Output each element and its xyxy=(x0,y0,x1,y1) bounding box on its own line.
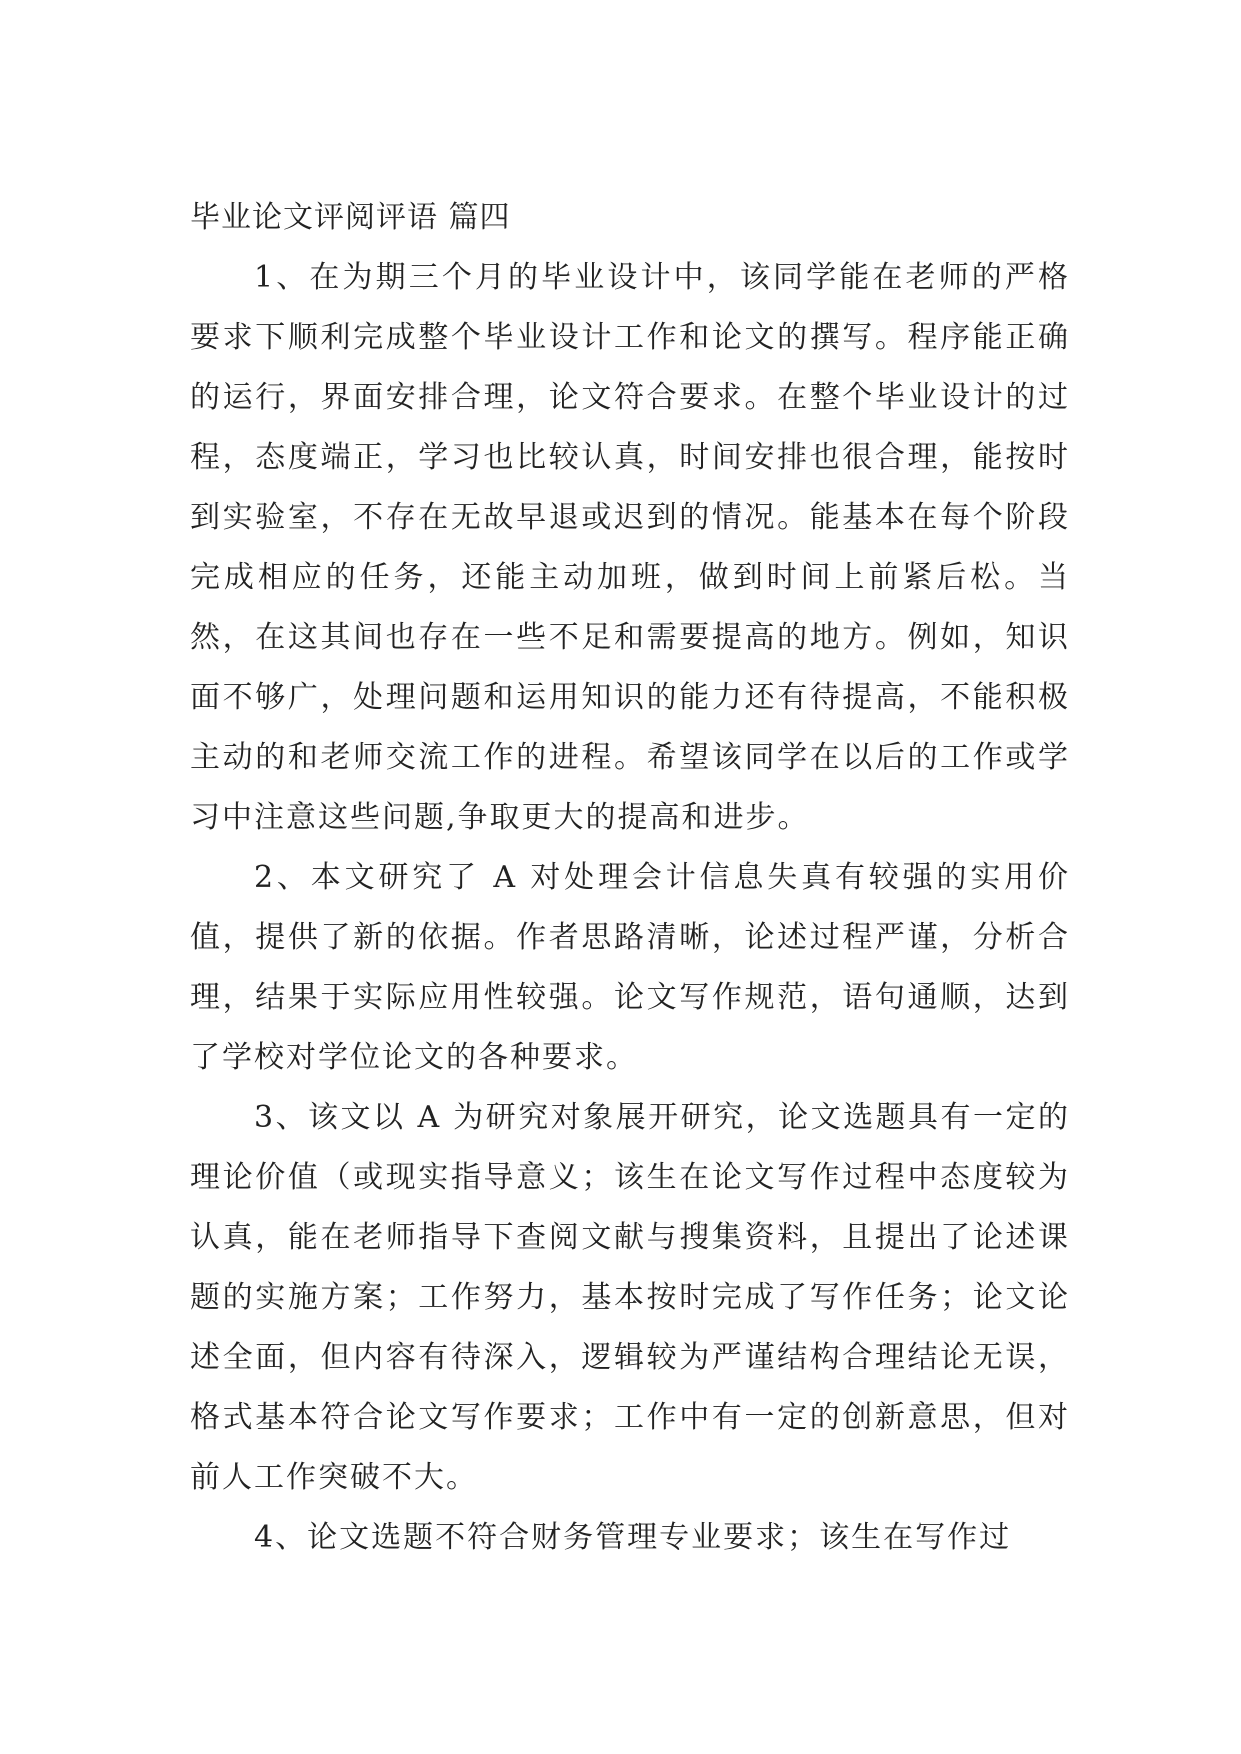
paragraph-1: 1、在为期三个月的毕业设计中，该同学能在老师的严格要求下顺利完成整个毕业设计工作和论文的撰写。程序能正确的运行，界面安排合理，论文符合要求。在整个毕业设计的过程，态度端正，学习也比较认真，时间安排也很合理，能按时到实验室，不存在无故早退或迟到的情况。能基本在每个阶段完成相应的任务，还能主动加班，做到时间上前紧后松。当然，在这其间也存在一些不足和需要提高的地方。例如，知识面不够广，处理问题和运用知识的能力还有待提高，不能积极主动的和老师交流工作的进程。希望该同学在以后的工作或学习中注意这些问题,争取更大的提高和进步。 xyxy=(190,260,1070,835)
section-title: 毕业论文评阅评语 篇四 xyxy=(190,200,511,235)
document-body xyxy=(190,188,1070,1568)
paragraph-3: 3、该文以 A 为研究对象展开研究，论文选题具有一定的理论价值（或现实指导意义；该生在论文写作过程中态度较为认真，能在老师指导下查阅文献与搜集资料，且提出了论述课题的实施方案；工作努力，基本按时完成了写作任务；论文论述全面，但内容有待深入，逻辑较为严谨结构合理结论无误，格式基本符合论文写作要求；工作中有一定的创新意思，但对前人工作突破不大。 xyxy=(190,1100,1070,1495)
paragraph-4: 4、论文选题不符合财务管理专业要求；该生在写作过 xyxy=(254,1520,1012,1555)
paragraph-2: 2、本文研究了 A 对处理会计信息失真有较强的实用价值，提供了新的依据。作者思路清晰，论述过程严谨，分析合理，结果于实际应用性较强。论文写作规范，语句通顺，达到了学校对学位论文的各种要求。 xyxy=(190,860,1070,1075)
